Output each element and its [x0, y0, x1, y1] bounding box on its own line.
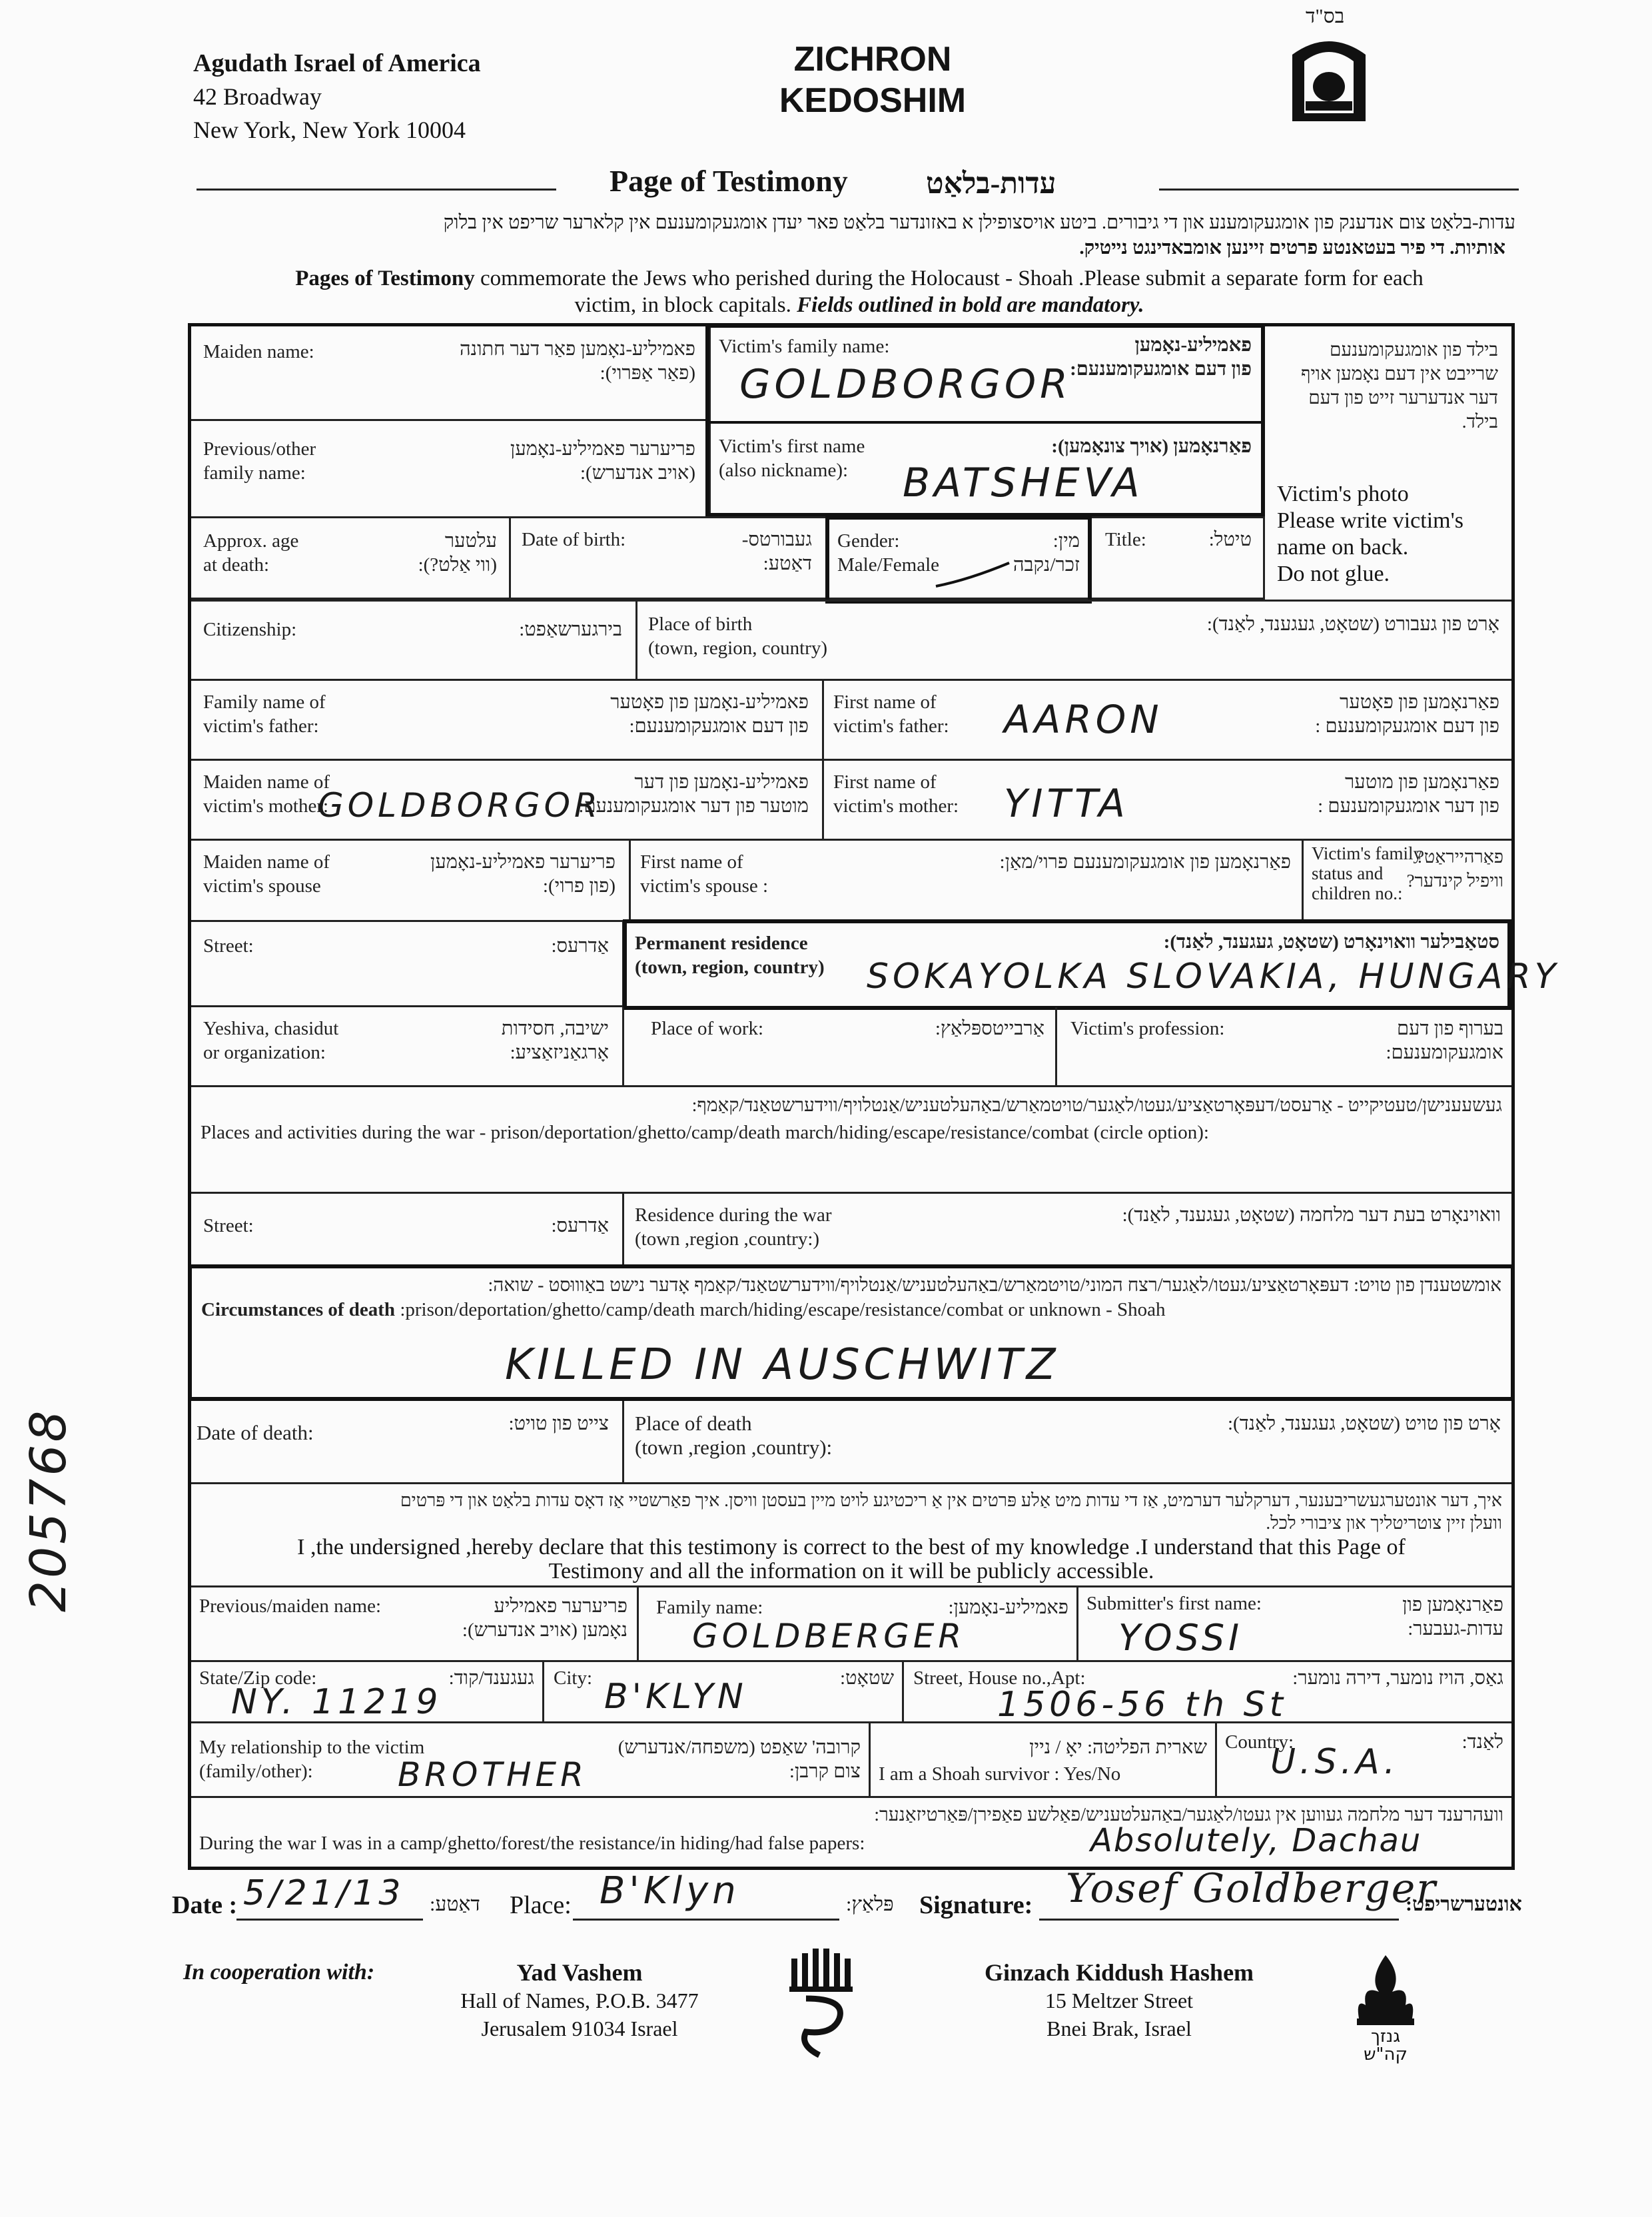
- place-label: Place:: [510, 1891, 572, 1919]
- signature-label-he: אונטערשריפט:: [1406, 1893, 1522, 1915]
- place-value[interactable]: B'Klyn: [600, 1869, 740, 1913]
- ginzach-logo: [1342, 1952, 1429, 2065]
- mother-first-name-label: First name of victim's mother:: [833, 771, 959, 817]
- date-of-birth-field[interactable]: [511, 518, 825, 598]
- father-first-name-field[interactable]: [824, 681, 1511, 759]
- yad-vashem-logo: [786, 1945, 859, 2058]
- victim-family-name-value[interactable]: GOLDBORGOR: [739, 361, 1072, 408]
- intro-english-text1: commemorate the Jews who perished during the Holocaust - Shoah .Please submit a separate form for each: [474, 266, 1424, 290]
- spouse-maiden-name-field[interactable]: [191, 841, 631, 920]
- row-citizenship: [191, 600, 1511, 681]
- submitter-family-name-label: Family name:: [656, 1597, 763, 1618]
- date-of-birth-label-he: געבורטס- דאַטע:: [741, 529, 812, 574]
- photo-instructions-en: Victim's photo Please write victim's name on back. Do not glue.: [1277, 482, 1463, 586]
- date-of-death-label-he: צייט פון טויט:: [508, 1413, 609, 1434]
- country-field[interactable]: [1217, 1723, 1511, 1796]
- ginzach-block: [946, 1959, 1292, 2042]
- gender-field[interactable]: [825, 516, 1092, 604]
- row-during-war[interactable]: [191, 1798, 1511, 1870]
- relationship-value[interactable]: BROTHER: [398, 1755, 588, 1794]
- during-war-label: During the war I was in a camp/ghetto/forest/the resistance/in hiding/had false papers:: [199, 1833, 865, 1854]
- mother-first-name-field[interactable]: [824, 761, 1511, 839]
- relationship-label-he: קרובה' שאַפט (משפחה/אנדערש) צום קרבן:: [618, 1737, 861, 1782]
- city-value[interactable]: B'KLYN: [604, 1677, 747, 1717]
- permanent-residence-field[interactable]: [623, 919, 1560, 1010]
- mother-maiden-name-value[interactable]: GOLDBORGOR: [318, 786, 602, 825]
- mother-first-name-value[interactable]: YITTA: [1004, 781, 1129, 826]
- submitter-previous-name-label: Previous/maiden name:: [199, 1595, 382, 1617]
- place-of-birth-label: Place of birth (town, region, country): [648, 614, 827, 659]
- place-of-work-label-he: אַרבייטספּלאַץ:: [935, 1018, 1044, 1039]
- page-title-he: עדות-בלאַט: [926, 167, 1056, 200]
- row-death: [191, 1401, 1511, 1484]
- city-field[interactable]: [544, 1662, 904, 1721]
- mother-maiden-name-label-he: פאמיליע-נאָמען פון דער מוטער פון דער אומגעקומענעם:: [578, 771, 809, 817]
- yad-vashem-name: Yad Vashem: [516, 1959, 643, 1986]
- spouse-maiden-name-label-he: פריערער פאמיליע-נאָמען (פון פרוי):: [430, 851, 616, 897]
- ginzach-address-line1: 15 Meltzer Street: [1044, 1989, 1194, 2012]
- state-zip-value[interactable]: NY. 11219: [231, 1682, 442, 1722]
- street-house-label: Street, House no.,Apt:: [913, 1667, 1086, 1689]
- zichron-kedoshim-logo: [1286, 35, 1372, 128]
- gender-label-he: מין: זכר/נקבה: [1013, 530, 1080, 576]
- circumstances-label-options: :prison/deportation/ghetto/camp/death march/hiding/escape/resistance/combat or unknown - Shoah: [395, 1299, 1166, 1320]
- father-first-name-label-he: פאַרנאָמען פון פאָטער פון דעם אומגעקומענעם :: [1315, 691, 1499, 737]
- place-of-death-field[interactable]: [624, 1401, 1511, 1482]
- date-of-birth-label: Date of birth:: [522, 529, 626, 550]
- circumstances-of-death-field[interactable]: [188, 1264, 1515, 1401]
- citizenship-label-he: בירגערשאַפט:: [519, 619, 622, 640]
- place-of-birth-label-he: אָרט פון געבורט (שטאָט, געגענד, לאַנד):: [1206, 614, 1499, 635]
- title-rule-right: [1159, 189, 1519, 191]
- submitter-first-name-field[interactable]: [1078, 1587, 1511, 1660]
- victim-family-name-label: Victim's family name:: [719, 336, 890, 357]
- yeshiva-label-he: ישיבה, חסידות אָרגאַניזאַציע:: [501, 1018, 609, 1063]
- row-mother: [191, 761, 1511, 841]
- street-house-value[interactable]: 1506-56 th St: [997, 1685, 1288, 1725]
- date-value[interactable]: 5/21/13: [243, 1873, 405, 1913]
- spouse-first-name-field[interactable]: [631, 841, 1304, 920]
- place-label-he: פּלאַץ:: [846, 1893, 894, 1915]
- testimony-form: [188, 323, 1560, 1870]
- survivor-field[interactable]: [871, 1723, 1217, 1796]
- spouse-maiden-name-label: Maiden name of victim's spouse: [203, 851, 330, 897]
- yad-vashem-address-line2: Jerusalem 91034 Israel: [481, 2016, 678, 2040]
- survivor-label-he: שארית הפליטה: יאָ / ניין: [1029, 1737, 1207, 1758]
- submitter-family-name-label-he: פאמיליע-נאָמען:: [948, 1597, 1068, 1618]
- intro-mandatory-note: Fields outlined in bold are mandatory.: [791, 293, 1144, 317]
- age-at-death-label: Approx. age at death:: [203, 530, 299, 576]
- permanent-residence-label-he: סטאַבילער וואוינאָרט (שטאָט, געגענד, לאַנד):: [1163, 931, 1499, 953]
- state-zip-field[interactable]: [191, 1662, 544, 1721]
- war-street-label-he: אַדרעס:: [551, 1215, 609, 1236]
- title-field[interactable]: [1092, 518, 1265, 598]
- submitter-previous-name-label-he: פריערער פאמיליע נאָמען (אויב אנדערש):: [462, 1595, 627, 1641]
- yeshiva-field[interactable]: [191, 1007, 624, 1085]
- victim-first-name-value[interactable]: BATSHEVA: [903, 460, 1144, 506]
- cooperation-label: In cooperation with:: [183, 1960, 375, 1985]
- age-at-death-label-he: עלטער (ווי אַלט?):: [418, 530, 497, 576]
- program-title-line2: KEDOSHIM: [779, 81, 967, 120]
- date-line: [236, 1919, 423, 1921]
- circumstances-label: [201, 1298, 1166, 1322]
- intro-english-line1: [206, 266, 1512, 291]
- ginzach-logo-text-line2: קה"ש: [1364, 2044, 1408, 2064]
- row-relationship: [191, 1723, 1511, 1798]
- war-residence-label: Residence during the war (town ,region ,country:): [635, 1204, 832, 1250]
- state-zip-label: State/Zip code:: [199, 1667, 317, 1689]
- row-occupation: [191, 1007, 1511, 1087]
- row-wartime-activities[interactable]: [191, 1087, 1511, 1194]
- intro-yiddish-line2: אותיות. די פיר בעטאנטע פרטים זיינען אומבאדינגט נייטיק.: [1079, 237, 1505, 258]
- place-of-birth-field[interactable]: [637, 602, 1511, 679]
- corner-mark: בס"ד: [1306, 5, 1345, 27]
- page-title-en: Page of Testimony: [610, 164, 848, 198]
- ginzach-address-line2: Bnei Brak, Israel: [1046, 2016, 1192, 2040]
- row-declaration: [191, 1484, 1511, 1587]
- submitter-first-name-value[interactable]: YOSSI: [1118, 1617, 1244, 1659]
- father-family-name-label: Family name of victim's father:: [203, 691, 326, 737]
- org-address-line2: New York, New York 10004: [193, 117, 466, 143]
- spouse-first-name-label: First name of victim's spouse :: [640, 851, 769, 897]
- date-label-he: דאַטע:: [430, 1893, 480, 1915]
- org-address-line1: 42 Broadway: [193, 83, 322, 110]
- war-residence-label-he: וואוינאָרט בעת דער מלחמה (שטאָט, געגענד, לאַנד):: [1122, 1204, 1501, 1226]
- declaration-he-line2: וועלן זיין צוטריטליך און ציבורי לכל.: [1266, 1513, 1502, 1533]
- street-field[interactable]: [191, 922, 624, 1007]
- circumstances-value[interactable]: KILLED IN AUSCHWITZ: [505, 1340, 1060, 1390]
- org-block: [193, 47, 481, 147]
- title-label: Title:: [1105, 529, 1146, 550]
- row-submitter-names: [191, 1587, 1511, 1662]
- yad-vashem-address-line1: Hall of Names, P.O.B. 3477: [460, 1989, 699, 2012]
- declaration-en-line2: Testimony and all the information on it will be publicly accessible.: [548, 1559, 1154, 1583]
- maiden-name-label: Maiden name:: [203, 341, 314, 362]
- signature-value[interactable]: Yosef Goldberger: [1066, 1865, 1437, 1912]
- profession-label-he: בערוף פון דעם אומגעקומענעם:: [1386, 1018, 1503, 1063]
- row-age-gender: [191, 516, 1265, 600]
- father-first-name-label: First name of victim's father:: [833, 691, 949, 737]
- street-label: Street:: [203, 935, 254, 957]
- war-street-label: Street:: [203, 1215, 254, 1236]
- ginzach-name: Ginzach Kiddush Hashem: [984, 1959, 1254, 1986]
- submitter-first-name-label-he: פאַרנאָמען פון עדות-געבער:: [1402, 1594, 1503, 1639]
- intro-bold-phrase: Pages of Testimony: [295, 266, 475, 290]
- submitter-family-name-value[interactable]: GOLDBERGER: [692, 1617, 966, 1655]
- war-street-field[interactable]: [191, 1194, 624, 1265]
- survivor-label: I am a Shoah survivor : Yes/No: [879, 1763, 1121, 1785]
- relationship-field[interactable]: [191, 1723, 871, 1796]
- row-residence: [191, 922, 1560, 1007]
- profession-field[interactable]: [1057, 1007, 1511, 1085]
- victim-name-mandatory-box: [705, 324, 1265, 517]
- date-label: Date :: [172, 1891, 238, 1919]
- yad-vashem-block: [426, 1959, 733, 2042]
- place-of-work-field[interactable]: [624, 1007, 1057, 1085]
- circumstances-label-bold: Circumstances of death: [201, 1299, 396, 1320]
- signature-line: [1039, 1919, 1399, 1921]
- previous-family-name-label: Previous/other family name:: [203, 438, 316, 484]
- mother-maiden-name-label: Maiden name of victim's mother:: [203, 771, 330, 817]
- victim-first-name-label-he: פאַרנאָמען (אויך צונאָמען):: [1051, 436, 1252, 457]
- row-father: [191, 681, 1511, 761]
- during-war-value[interactable]: Absolutely, Dachau: [1090, 1822, 1422, 1859]
- intro-english-text2: victim, in block capitals.: [574, 293, 791, 317]
- victim-photo-area[interactable]: [1265, 326, 1511, 593]
- profession-label: Victim's profession:: [1070, 1018, 1225, 1039]
- family-status-field[interactable]: [1304, 841, 1511, 920]
- declaration-en-line1: I ,the undersigned ,hereby declare that this testimony is correct to the best of my knowledge .I understand that this Page of: [297, 1535, 1406, 1559]
- street-house-label-he: גאַס, הויז נומער, דירה נומער:: [1292, 1667, 1503, 1689]
- row-spouse: [191, 841, 1511, 922]
- family-status-label-he: פאַרהייראַט? וויפיל קינדער?: [1406, 847, 1503, 891]
- state-zip-label-he: געגענד/קוד:: [448, 1667, 534, 1689]
- place-line: [573, 1919, 839, 1921]
- date-of-death-label: Date of death:: [197, 1421, 314, 1444]
- yeshiva-label: Yeshiva, chasidut or organization:: [203, 1018, 339, 1063]
- program-title: [719, 39, 1026, 121]
- citizenship-label: Citizenship:: [203, 619, 297, 640]
- ginzach-logo-text-line1: גנזך: [1370, 2026, 1401, 2046]
- declaration-he-line1: איך, דער אונטערגעשריבענער, דערקלער דערמיט, אַז די עדות מיט אַלע פּרטים אין אַ ריכטיגע לויט מיין בעסטן וויסן. איך פאַרשטיי אַז דאָס עדות בלאַט און די פּרטים: [400, 1490, 1502, 1510]
- program-title-line1: ZICHRON: [793, 40, 952, 79]
- maiden-name-field[interactable]: [191, 326, 711, 421]
- place-of-death-label-he: אָרט פון טויט (שטאָט, געגענד, לאַנד):: [1227, 1413, 1501, 1434]
- org-name: Agudath Israel of America: [193, 49, 481, 77]
- father-family-name-field[interactable]: [191, 681, 824, 759]
- mother-first-name-label-he: פאַרנאָמען פון מוטער פון דער אומגעקומענעם :: [1318, 771, 1499, 817]
- citizenship-field[interactable]: [191, 602, 637, 679]
- date-of-death-field[interactable]: [191, 1401, 624, 1482]
- photo-instructions-he: בילד פון אומגעקומענעם שרייבט אין דעם נאָמען אויף דער אנדערער זייט פון דעם בילד.: [1300, 340, 1498, 432]
- circumstances-label-he: אומשטענדן פון טויט: דעפּאָרטאַציע/געטו/לאַגער/רצח המוני/טויטמאַרש/באַהעלטעניש/אַנטלויף/ווידערשטאַנד/קאַמף אָדער נישט באַוווּסט - שואה:: [488, 1275, 1501, 1296]
- street-house-field[interactable]: [904, 1662, 1511, 1725]
- victim-family-name-label-he: פאמיליע-נאָמען פון דעם אומגעקומענעם:: [1070, 334, 1252, 380]
- victim-name-divider: [709, 421, 1261, 424]
- row-war-residence: [191, 1194, 1511, 1267]
- city-label: City:: [554, 1667, 593, 1689]
- country-value[interactable]: U.S.A.: [1270, 1742, 1400, 1782]
- submitter-family-name-field[interactable]: [639, 1587, 1078, 1660]
- victim-first-name-label: Victim's first name (also nickname):: [719, 436, 865, 481]
- row-submitter-address: [191, 1662, 1511, 1723]
- submitter-first-name-label: Submitter's first name:: [1086, 1593, 1262, 1614]
- mother-maiden-name-field[interactable]: [191, 761, 824, 839]
- permanent-residence-value[interactable]: SOKAYOLKA SLOVAKIA, HUNGARY: [867, 957, 1560, 997]
- during-war-label-he: וועהרענד דער מלחמה געווען אין געטו/לאַגער/באַהעלטעניש/פאַלשע פאַפירן/פּאַרטיזאַנער:: [874, 1805, 1503, 1825]
- permanent-residence-label: Permanent residence (town, region, country): [635, 933, 825, 978]
- spouse-first-name-label-he: פאַרנאָמען פון אומגעקומענעם פרוי/מאַן:: [999, 851, 1291, 873]
- wartime-activities-label-he: געשעענישן/טעטיקייט - אַרעסט/דעפּאָרטאַציע/געטו/לאַגער/טויטמאַרש/באַהעלטעניש/אַנטלויף/ווידערשטאַנד/קאַמף:: [691, 1095, 1502, 1116]
- father-family-name-label-he: פאמיליע-נאָמען פון פאָטער פון דעם אומגעקומענעם:: [610, 691, 809, 737]
- signature-label: Signature:: [919, 1891, 1033, 1919]
- place-of-work-label: Place of work:: [651, 1018, 764, 1039]
- title-label-he: טיטל:: [1208, 529, 1252, 550]
- country-label: Country:: [1225, 1731, 1294, 1753]
- wartime-activities-label: Places and activities during the war - prison/deportation/ghetto/camp/death march/hiding/escape/resistance/combat (circle option):: [201, 1122, 1209, 1143]
- title-rule-left: [197, 189, 556, 191]
- country-label-he: לאַנד:: [1461, 1731, 1503, 1753]
- age-at-death-field[interactable]: [191, 518, 511, 598]
- father-first-name-value[interactable]: AARON: [1004, 697, 1163, 742]
- street-label-he: אַדרעס:: [551, 935, 609, 957]
- relationship-label: My relationship to the victim (family/other):: [199, 1737, 425, 1782]
- place-of-death-label: Place of death (town ,region ,country):: [635, 1412, 833, 1459]
- war-residence-field[interactable]: [624, 1194, 1511, 1265]
- previous-family-name-field[interactable]: [191, 421, 711, 514]
- family-status-label: Victim's family status and children no.:: [1312, 843, 1422, 903]
- archive-stamp-number: 205768: [20, 1408, 77, 1612]
- intro-yiddish-line1: עדות-בלאַט צום אנדענק פון אומגעקומענע און די גיבורים. ביטע אויסצופילן א באזונדער בלאַט פאר יעדן אומגעקומענעם אין קלארער שריפט אין בלוק: [443, 212, 1515, 233]
- gender-strikethrough-mark: [929, 560, 1016, 593]
- city-label-he: שטאָט:: [839, 1667, 894, 1689]
- gender-label: Gender: Male/Female: [837, 530, 940, 576]
- submitter-previous-name-field[interactable]: [191, 1587, 639, 1660]
- maiden-name-label-he: פאמיליע-נאָמען פאַר דער חתונה (פאַר אַפּרוי):: [459, 338, 695, 384]
- intro-english-line2: [206, 293, 1512, 318]
- previous-family-name-label-he: פריערער פאמיליע-נאָמען (אויב אנדערש):: [510, 438, 695, 484]
